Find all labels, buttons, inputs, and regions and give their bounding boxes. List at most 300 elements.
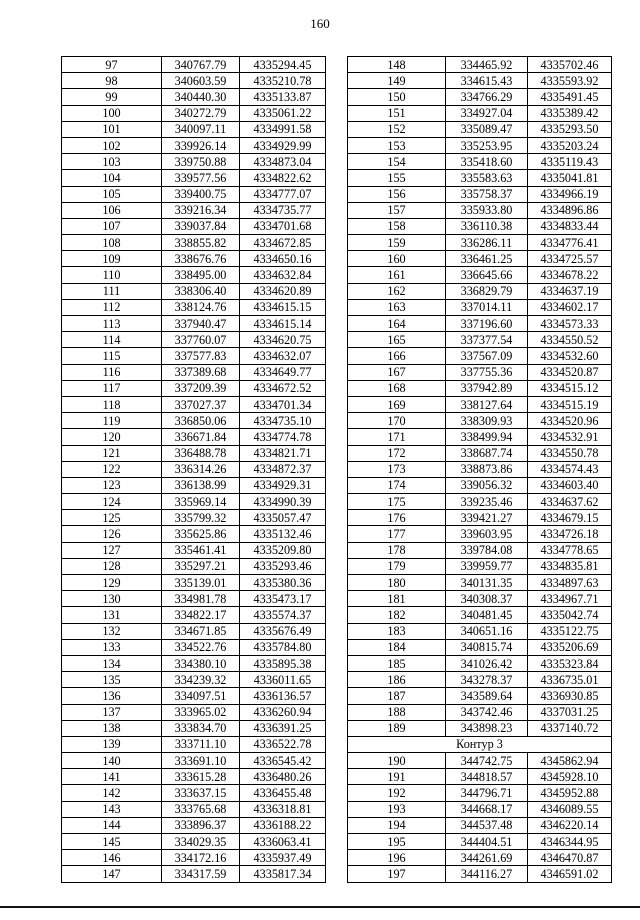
coordinate-y: 4334550.78: [528, 445, 612, 461]
coordinate-x: 334172.16: [162, 850, 240, 866]
point-number: 180: [348, 575, 446, 591]
coordinate-y: 4336136.57: [240, 688, 326, 704]
coordinate-x: 337940.47: [162, 316, 240, 332]
point-number: 116: [62, 364, 162, 380]
coordinate-y: 4335937.49: [240, 850, 326, 866]
table-row: [348, 769, 612, 785]
point-number: 169: [348, 396, 446, 412]
coordinate-x: 344668.17: [446, 801, 528, 817]
table-row: [348, 105, 612, 121]
coordinate-y: 4334990.39: [240, 494, 326, 510]
coordinate-x: 338306.40: [162, 283, 240, 299]
coordinate-x: 335583.63: [446, 170, 528, 186]
point-number: 98: [62, 73, 162, 89]
coordinate-y: 4334835.81: [528, 558, 612, 574]
coordinate-x: 337942.89: [446, 380, 528, 396]
point-number: 108: [62, 235, 162, 251]
coordinate-y: 4334726.18: [528, 526, 612, 542]
coordinate-y: 4335593.92: [528, 73, 612, 89]
coordinate-x: 337577.83: [162, 348, 240, 364]
coordinate-x: 337014.11: [446, 299, 528, 315]
coordinate-y: 4334515.12: [528, 380, 612, 396]
point-number: 188: [348, 704, 446, 720]
coordinate-x: 339750.88: [162, 154, 240, 170]
coordinate-x: 338499.94: [446, 429, 528, 445]
point-number: 138: [62, 720, 162, 736]
coordinate-x: 335758.37: [446, 186, 528, 202]
table-row: [348, 170, 612, 186]
table-row: [348, 429, 612, 445]
table-row: [62, 186, 326, 202]
coordinate-y: 4334822.62: [240, 170, 326, 186]
coordinate-y: 4334615.14: [240, 316, 326, 332]
table-row: [62, 769, 326, 785]
point-number: 134: [62, 655, 162, 671]
point-number: 192: [348, 785, 446, 801]
table-row: [62, 235, 326, 251]
point-number: 104: [62, 170, 162, 186]
table-row: [348, 235, 612, 251]
table-row: [348, 639, 612, 655]
point-number: 109: [62, 251, 162, 267]
point-number: 179: [348, 558, 446, 574]
table-row: [62, 445, 326, 461]
table-row: [62, 704, 326, 720]
point-number: 103: [62, 154, 162, 170]
table-row: [62, 575, 326, 591]
table-row: [62, 218, 326, 234]
point-number: 146: [62, 850, 162, 866]
coordinate-x: 337760.07: [162, 332, 240, 348]
coordinate-y: 4334778.65: [528, 542, 612, 558]
coordinate-x: 334380.10: [162, 655, 240, 671]
table-row: [62, 639, 326, 655]
point-number: 123: [62, 477, 162, 493]
table-row: [348, 510, 612, 526]
coordinate-y: 4334574.43: [528, 461, 612, 477]
table-row: [62, 154, 326, 170]
coordinate-x: 338127.64: [446, 396, 528, 412]
point-number: 101: [62, 121, 162, 137]
coordinate-x: 335933.80: [446, 202, 528, 218]
coordinate-y: 4334672.85: [240, 235, 326, 251]
point-number: 105: [62, 186, 162, 202]
point-number: 120: [62, 429, 162, 445]
coordinate-y: 4335041.81: [528, 170, 612, 186]
point-number: 144: [62, 817, 162, 833]
coordinate-x: 334522.76: [162, 639, 240, 655]
coordinate-x: 339959.77: [446, 558, 528, 574]
table-row: [348, 332, 612, 348]
coordinate-y: 4334637.19: [528, 283, 612, 299]
table-row: [62, 299, 326, 315]
coordinate-y: 4334678.22: [528, 267, 612, 283]
table-row: [348, 299, 612, 315]
table-row: [348, 542, 612, 558]
table-row: [348, 121, 612, 137]
coordinate-y: 4335122.75: [528, 623, 612, 639]
table-row: [62, 801, 326, 817]
page-number: 160: [310, 16, 330, 31]
table-row: [62, 850, 326, 866]
table-row: [348, 348, 612, 364]
point-number: 156: [348, 186, 446, 202]
table-row: [62, 170, 326, 186]
point-number: 175: [348, 494, 446, 510]
coordinate-x: 335253.95: [446, 137, 528, 153]
coordinate-y: 4336391.25: [240, 720, 326, 736]
table-row: [62, 720, 326, 736]
coordinate-x: 340131.35: [446, 575, 528, 591]
point-number: 97: [62, 57, 162, 73]
coordinate-x: 336671.84: [162, 429, 240, 445]
point-number: 158: [348, 218, 446, 234]
coordinate-y: 4336260.94: [240, 704, 326, 720]
point-number: 121: [62, 445, 162, 461]
coordinate-x: 334317.59: [162, 866, 240, 882]
table-row: [348, 834, 612, 850]
coordinate-y: 4334532.91: [528, 429, 612, 445]
table-row: [348, 801, 612, 817]
coordinate-x: 337389.68: [162, 364, 240, 380]
table-row: [348, 396, 612, 412]
coordinate-y: 4334896.86: [528, 202, 612, 218]
table-row: [348, 591, 612, 607]
table-row: [348, 57, 612, 73]
coordinate-y: 4334991.58: [240, 121, 326, 137]
coordinate-x: 340603.59: [162, 73, 240, 89]
coordinate-x: 344404.51: [446, 834, 528, 850]
table-row: [62, 348, 326, 364]
point-number: 178: [348, 542, 446, 558]
coordinate-y: 4335057.47: [240, 510, 326, 526]
point-number: 193: [348, 801, 446, 817]
coordinate-x: 336286.11: [446, 235, 528, 251]
contour-label: Контур 3: [348, 736, 612, 752]
table-row: [62, 672, 326, 688]
point-number: 113: [62, 316, 162, 332]
point-number: 114: [62, 332, 162, 348]
coordinate-y: 4334967.71: [528, 591, 612, 607]
table-row: [62, 429, 326, 445]
coordinate-y: 4336522.78: [240, 736, 326, 752]
coordinate-x: 343742.46: [446, 704, 528, 720]
coordinate-y: 4335676.49: [240, 623, 326, 639]
point-number: 165: [348, 332, 446, 348]
point-number: 172: [348, 445, 446, 461]
table-row: [62, 73, 326, 89]
point-number: 111: [62, 283, 162, 299]
table-row: [348, 283, 612, 299]
coordinate-x: 334766.29: [446, 89, 528, 105]
table-row: [348, 720, 612, 736]
table-row: [62, 542, 326, 558]
point-number: 160: [348, 251, 446, 267]
table-row: [62, 510, 326, 526]
point-number: 106: [62, 202, 162, 218]
coordinate-x: 336645.66: [446, 267, 528, 283]
table-row: [62, 477, 326, 493]
coordinate-y: 4334573.33: [528, 316, 612, 332]
table-row: [348, 526, 612, 542]
table-row: [62, 834, 326, 850]
point-number: 151: [348, 105, 446, 121]
table-row: [62, 494, 326, 510]
coordinate-x: 339056.32: [446, 477, 528, 493]
coordinate-y: 4334701.68: [240, 218, 326, 234]
table-row: [62, 623, 326, 639]
point-number: 182: [348, 607, 446, 623]
coordinate-y: 4335293.50: [528, 121, 612, 137]
coordinate-y: 4345862.94: [528, 753, 612, 769]
coordinate-y: 4336318.81: [240, 801, 326, 817]
coordinate-y: 4336735.01: [528, 672, 612, 688]
coordinate-y: 4335574.37: [240, 607, 326, 623]
table-row: [62, 89, 326, 105]
coordinate-x: 337377.54: [446, 332, 528, 348]
point-number: 124: [62, 494, 162, 510]
coordinate-y: 4335491.45: [528, 89, 612, 105]
coordinate-y: 4334735.10: [240, 413, 326, 429]
coordinate-y: 4334966.19: [528, 186, 612, 202]
coordinate-x: 334615.43: [446, 73, 528, 89]
coordinate-x: 335969.14: [162, 494, 240, 510]
table-row: [348, 575, 612, 591]
coordinate-x: 338309.93: [446, 413, 528, 429]
coordinate-x: 334465.92: [446, 57, 528, 73]
coordinate-x: 336829.79: [446, 283, 528, 299]
coordinate-x: 344537.48: [446, 817, 528, 833]
table-row: [348, 137, 612, 153]
coordinate-y: 4334833.44: [528, 218, 612, 234]
coordinate-y: 4334650.16: [240, 251, 326, 267]
table-row: [62, 121, 326, 137]
table-row: [348, 316, 612, 332]
coordinate-x: 337196.60: [446, 316, 528, 332]
coordinate-x: 334239.32: [162, 672, 240, 688]
coordinate-y: 4334735.77: [240, 202, 326, 218]
coordinate-y: 4334632.84: [240, 267, 326, 283]
point-number: 168: [348, 380, 446, 396]
table-row: [62, 736, 326, 752]
coordinate-y: 4334515.19: [528, 396, 612, 412]
coordinate-y: 4335817.34: [240, 866, 326, 882]
coordinate-y: 4336480.26: [240, 769, 326, 785]
coordinate-y: 4335380.36: [240, 575, 326, 591]
table-row: [348, 445, 612, 461]
table-row: [348, 623, 612, 639]
point-number: 117: [62, 380, 162, 396]
coordinate-x: 335297.21: [162, 558, 240, 574]
coordinate-y: 4335293.46: [240, 558, 326, 574]
coordinate-x: 333637.15: [162, 785, 240, 801]
coordinate-x: 335799.32: [162, 510, 240, 526]
table-row: [348, 380, 612, 396]
table-row: [62, 558, 326, 574]
coordinate-y: 4334649.77: [240, 364, 326, 380]
coordinate-y: 4346591.02: [528, 866, 612, 882]
coordinate-x: 334029.35: [162, 834, 240, 850]
coordinates-table-left: [61, 56, 326, 883]
coordinate-x: 343898.23: [446, 720, 528, 736]
coordinate-x: 333834.70: [162, 720, 240, 736]
point-number: 161: [348, 267, 446, 283]
coordinate-y: 4345928.10: [528, 769, 612, 785]
coordinate-x: 337567.09: [446, 348, 528, 364]
page-bottom-rule: [0, 906, 640, 908]
contour-heading-row: [348, 736, 612, 752]
point-number: 141: [62, 769, 162, 785]
point-number: 115: [62, 348, 162, 364]
point-number: 187: [348, 688, 446, 704]
coordinate-x: 339216.34: [162, 202, 240, 218]
coordinate-y: 4334620.89: [240, 283, 326, 299]
coordinate-x: 338855.82: [162, 235, 240, 251]
point-number: 125: [62, 510, 162, 526]
coordinate-x: 335418.60: [446, 154, 528, 170]
coordinate-x: 333711.10: [162, 736, 240, 752]
coordinate-x: 339037.84: [162, 218, 240, 234]
coordinate-y: 4345952.88: [528, 785, 612, 801]
coordinate-x: 340097.11: [162, 121, 240, 137]
coordinate-y: 4335209.80: [240, 542, 326, 558]
coordinate-x: 335625.86: [162, 526, 240, 542]
table-row: [348, 785, 612, 801]
coordinate-y: 4336063.41: [240, 834, 326, 850]
table-row: [62, 332, 326, 348]
table-row: [348, 607, 612, 623]
coordinate-x: 344796.71: [446, 785, 528, 801]
coordinate-y: 4336455.48: [240, 785, 326, 801]
coordinate-x: 338495.00: [162, 267, 240, 283]
table-row: [62, 396, 326, 412]
point-number: 150: [348, 89, 446, 105]
point-number: 194: [348, 817, 446, 833]
point-number: 129: [62, 575, 162, 591]
table-row: [62, 655, 326, 671]
point-number: 166: [348, 348, 446, 364]
table-row: [62, 413, 326, 429]
table-row: [348, 753, 612, 769]
coordinate-y: 4346344.95: [528, 834, 612, 850]
coordinate-y: 4335702.46: [528, 57, 612, 73]
table-row: [62, 461, 326, 477]
coordinate-y: 4334679.15: [528, 510, 612, 526]
coordinate-y: 4346470.87: [528, 850, 612, 866]
table-row: [348, 477, 612, 493]
point-number: 163: [348, 299, 446, 315]
coordinate-x: 344116.27: [446, 866, 528, 882]
table-row: [348, 672, 612, 688]
point-number: 184: [348, 639, 446, 655]
point-number: 140: [62, 753, 162, 769]
point-number: 195: [348, 834, 446, 850]
coordinate-y: 4335203.24: [528, 137, 612, 153]
coordinate-x: 333965.02: [162, 704, 240, 720]
point-number: 170: [348, 413, 446, 429]
coordinate-y: 4334929.99: [240, 137, 326, 153]
coordinate-y: 4337140.72: [528, 720, 612, 736]
point-number: 136: [62, 688, 162, 704]
coordinate-x: 337755.36: [446, 364, 528, 380]
coordinate-y: 4335210.78: [240, 73, 326, 89]
coordinate-x: 336110.38: [446, 218, 528, 234]
coordinate-x: 334927.04: [446, 105, 528, 121]
coordinate-x: 340481.45: [446, 607, 528, 623]
point-number: 148: [348, 57, 446, 73]
coordinate-y: 4334672.52: [240, 380, 326, 396]
coordinate-x: 336314.26: [162, 461, 240, 477]
table-row: [348, 461, 612, 477]
point-number: 185: [348, 655, 446, 671]
coordinate-x: 335089.47: [446, 121, 528, 137]
point-number: 100: [62, 105, 162, 121]
coordinates-table-right: [347, 56, 612, 883]
table-row: [348, 558, 612, 574]
point-number: 128: [62, 558, 162, 574]
point-number: 130: [62, 591, 162, 607]
coordinate-y: 4334873.04: [240, 154, 326, 170]
coordinate-y: 4334602.17: [528, 299, 612, 315]
coordinate-y: 4334637.62: [528, 494, 612, 510]
coordinate-y: 4335132.46: [240, 526, 326, 542]
table-row: [348, 202, 612, 218]
coordinate-x: 335139.01: [162, 575, 240, 591]
table-row: [62, 817, 326, 833]
point-number: 145: [62, 834, 162, 850]
coordinate-y: 4334532.60: [528, 348, 612, 364]
table-row: [348, 218, 612, 234]
coordinate-x: 336138.99: [162, 477, 240, 493]
coordinate-y: 4335389.42: [528, 105, 612, 121]
table-row: [348, 704, 612, 720]
coordinate-y: 4335133.87: [240, 89, 326, 105]
point-number: 149: [348, 73, 446, 89]
point-number: 155: [348, 170, 446, 186]
point-number: 119: [62, 413, 162, 429]
point-number: 99: [62, 89, 162, 105]
point-number: 147: [62, 866, 162, 882]
table-row: [348, 251, 612, 267]
point-number: 190: [348, 753, 446, 769]
point-number: 189: [348, 720, 446, 736]
table-row: [62, 267, 326, 283]
coordinate-x: 341026.42: [446, 655, 528, 671]
coordinate-y: 4334520.87: [528, 364, 612, 380]
coordinate-y: 4335061.22: [240, 105, 326, 121]
point-number: 112: [62, 299, 162, 315]
coordinate-y: 4346220.14: [528, 817, 612, 833]
point-number: 126: [62, 526, 162, 542]
coordinate-x: 334981.78: [162, 591, 240, 607]
point-number: 164: [348, 316, 446, 332]
table-row: [348, 364, 612, 380]
table-row: [62, 607, 326, 623]
coordinate-x: 339235.46: [446, 494, 528, 510]
coordinate-y: 4336930.85: [528, 688, 612, 704]
coordinate-y: 4334701.34: [240, 396, 326, 412]
coordinate-y: 4335473.17: [240, 591, 326, 607]
coordinate-x: 343278.37: [446, 672, 528, 688]
coordinate-x: 336461.25: [446, 251, 528, 267]
point-number: 139: [62, 736, 162, 752]
table-row: [62, 866, 326, 882]
coordinate-x: 336488.78: [162, 445, 240, 461]
coordinate-x: 340651.16: [446, 623, 528, 639]
coordinate-x: 335461.41: [162, 542, 240, 558]
coordinate-y: 4334550.52: [528, 332, 612, 348]
coordinate-x: 339400.75: [162, 186, 240, 202]
